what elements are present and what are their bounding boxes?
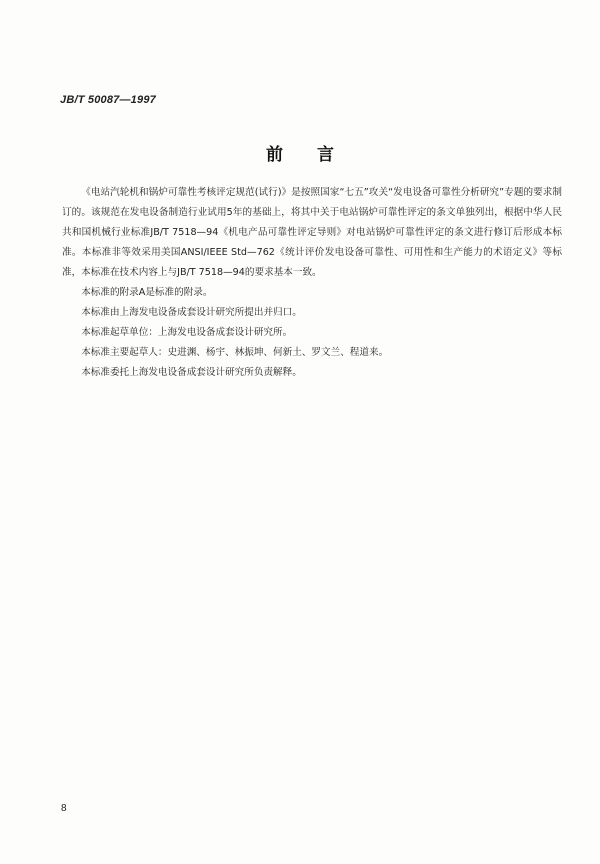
section-title: 前言	[266, 145, 368, 165]
paragraph-drafting-unit: 本标准起草单位：上海发电设备成套设计研究所。	[81, 327, 293, 338]
paragraph-interpretation: 本标准委托上海发电设备成套设计研究所负责解释。	[81, 367, 302, 378]
paragraph-intro: 《电站汽轮机和锅炉可靠性考核评定规范(试行)》是按照国家“七五”攻关“发电设备可靠性分析研究”专题的要求制订的。该规范在发电设备制造行业试用5年的基础上，将其中关于电站锅炉可靠性评定的条文单独列出，根据中华人民共和国机械行业标准JB/T 7518—94《机电产品可靠性评定导则》对电站锅炉可靠性评定的条文进行修订后形成本标准。本标准非等效采用美国ANSI/IEEE Std—762《统计评价发电设备可靠性、可用性和生产能力的术语定义》等标准，本标准在技术内容上与JB/T 7518—94的要求基本一致。	[62, 187, 562, 278]
foreword-body	[62, 183, 562, 383]
paragraph-appendix: 本标准的附录A是标准的附录。	[81, 287, 213, 298]
paragraph-proposer: 本标准由上海发电设备成套设计研究所提出并归口。	[81, 307, 302, 318]
paragraph-drafters: 本标准主要起草人：史进渊、杨宇、林振坤、何新土、罗文兰、程道来。	[81, 347, 389, 358]
page-number: 8	[61, 803, 67, 814]
standard-code: JB/T 50087—1997	[60, 94, 156, 106]
